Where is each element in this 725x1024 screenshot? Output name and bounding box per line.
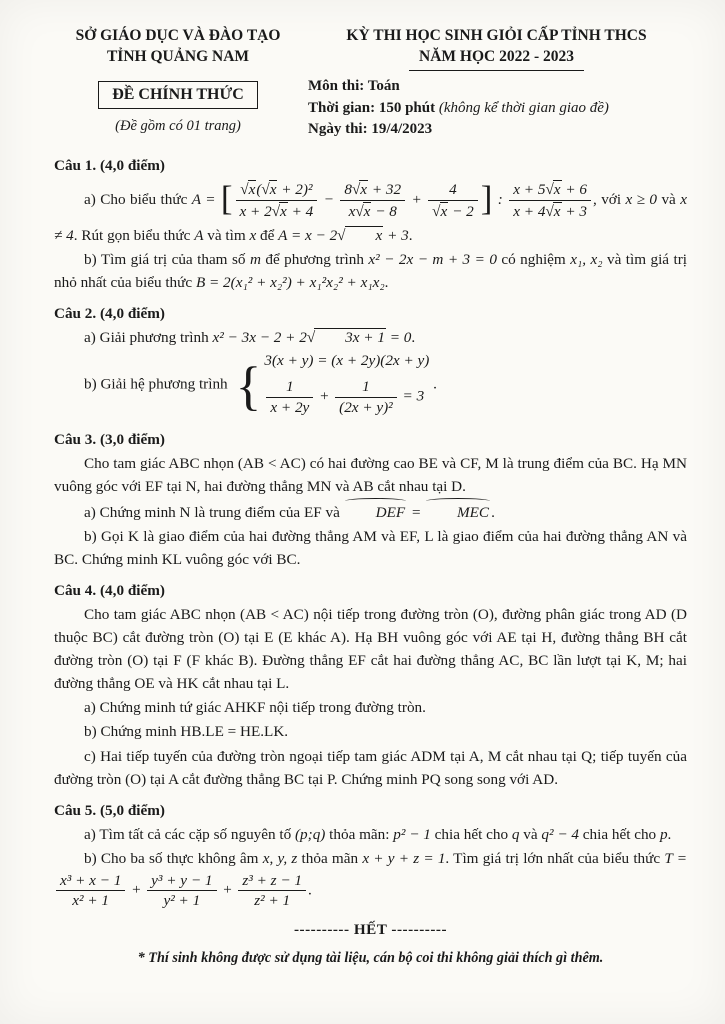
cau-1a: [54, 178, 687, 247]
text-run: p² − 1: [393, 825, 431, 843]
text-run: x: [249, 226, 257, 244]
text-run: + 3: [383, 226, 409, 244]
text-run: và: [519, 825, 542, 843]
square-root: [432, 203, 448, 220]
text-run: DEF: [375, 503, 406, 521]
big-bracket: ]: [480, 178, 493, 218]
fraction: [335, 378, 397, 416]
radicand: [359, 180, 368, 199]
fraction: [56, 872, 125, 910]
equation-system: { 3(x + y) = (x + 2y)(2x + y) $\frac{1}{x + 2y}$ + $\frac{1}{\text{(2x + y)²}}$ = 3: [235, 352, 429, 418]
exam-title-line1: KỲ THI HỌC SINH GIỎI CẤP TỈNH THCS: [346, 27, 647, 44]
text-run: z³ + z − 1: [242, 871, 302, 889]
text-run: .: [384, 273, 389, 291]
radicand: [314, 328, 386, 347]
cau-4b: [54, 720, 687, 743]
text-run: = 3: [398, 387, 425, 405]
text-run: b) Tìm giá trị của tham số: [84, 250, 250, 268]
text-run: =: [407, 503, 425, 521]
fraction-numerator: [340, 180, 405, 201]
fraction: [509, 180, 591, 221]
text-run: Câu 4. (4,0 điểm): [54, 581, 165, 599]
text-run: , với: [592, 191, 626, 209]
cau-4a: [54, 696, 687, 719]
text-run: Câu 1. (4,0 điểm): [54, 157, 165, 175]
fraction-numerator: [335, 378, 397, 397]
text-run: có nghiệm: [496, 250, 571, 268]
fraction-numerator: [56, 872, 125, 891]
text-run: thỏa mãn: [297, 849, 363, 867]
math-run: [368, 251, 497, 268]
text-run: x: [280, 203, 287, 221]
text-run: x + 2y: [270, 398, 310, 416]
square-root: [545, 181, 561, 198]
radicand: [553, 180, 562, 199]
radical-sign: √: [240, 181, 248, 199]
text-run: b) Giải hệ phương trình: [84, 375, 232, 393]
fraction-numerator: [236, 180, 318, 201]
text-run: x: [348, 203, 356, 221]
system-equation: [264, 352, 429, 370]
fraction-denominator: [147, 891, 216, 909]
text-run: +: [407, 191, 427, 209]
authority-line1: SỞ GIÁO DỤC VÀ ĐÀO TẠO: [75, 27, 281, 44]
exam-title-block: [302, 26, 687, 141]
square-root: [545, 203, 561, 220]
text-run: −: [319, 191, 339, 209]
text-run: a) Tìm tất cả các cặp số nguyên tố: [84, 825, 295, 843]
text-run: y² + 1: [163, 892, 201, 910]
cau-3-heading: [54, 428, 687, 451]
text-run: 3x + 1: [345, 329, 385, 347]
square-root: [261, 181, 277, 198]
cau-5-heading: [54, 799, 687, 822]
text-run: A: [194, 226, 204, 244]
radicand: [345, 226, 384, 245]
text-run: :: [493, 191, 508, 209]
exam-title-line2: NĂM HỌC 2022 - 2023: [409, 47, 584, 71]
text-run: và tìm: [203, 226, 250, 244]
angle-arc: [425, 500, 491, 524]
text-run: + 32: [368, 181, 402, 199]
cau-5b: [54, 847, 687, 912]
text-run: x + y + z = 1: [362, 849, 446, 867]
text-run: + 4: [287, 203, 314, 221]
square-root: [337, 227, 383, 244]
text-run: + 2)²: [277, 181, 313, 199]
cau-5a: [54, 823, 687, 846]
math-run: [344, 504, 491, 521]
fraction-numerator: [428, 181, 478, 200]
fraction-denominator: [335, 398, 397, 416]
angle-arc: [344, 500, 408, 524]
text-run: q² − 4: [541, 825, 579, 843]
text-run: chia hết cho: [430, 825, 512, 843]
fraction-numerator: [509, 180, 591, 201]
math-run: [625, 191, 657, 208]
math-run: [541, 826, 579, 843]
math-run: [393, 826, 431, 843]
fraction: [147, 872, 216, 910]
text-run: .: [491, 503, 495, 521]
system-lines: [264, 352, 429, 418]
math-run: [295, 826, 325, 843]
text-run: x₁, x₂: [570, 250, 603, 268]
text-run: a) Cho biểu thức: [84, 191, 192, 209]
text-run: p: [659, 825, 668, 843]
text-run: +: [127, 881, 146, 899]
text-run: x² − 2x − m + 3 = 0: [368, 250, 497, 268]
text-run: 1: [362, 378, 370, 396]
math-run: [278, 227, 409, 244]
text-run: x² − 3x − 2 + 2: [212, 329, 307, 347]
text-run: .: [408, 226, 413, 244]
math-run: [362, 850, 445, 867]
cau-1-heading: [54, 154, 687, 177]
math-run: [196, 274, 385, 291]
text-run: Cho tam giác ABC nhọn (AB < AC) có hai đường cao BE và CF, M là trung điểm của BC. Hạ MN vuông góc với EF tại N, hai đường thẳng MN và AB cắt nhau tại D.: [54, 455, 687, 496]
text-run: 4: [449, 181, 457, 199]
math-run: [660, 826, 668, 843]
radical-sign: √: [351, 181, 360, 199]
text-run: 8: [344, 181, 352, 199]
text-run: x, y, z: [262, 849, 298, 867]
radicand: [279, 202, 288, 221]
fraction: [236, 180, 318, 221]
math-run: [570, 251, 602, 268]
cau-4-statement: [54, 603, 687, 695]
text-run: y³ + y − 1: [151, 871, 213, 889]
text-run: (: [256, 181, 262, 199]
text-run: c) Hai tiếp tuyến của đường tròn ngoại tiếp tam giác ADM tại A, M cắt nhau tại Q; tiếp tuyến của đường tròn (O) tại A cắt đường thẳng BC tại P. Chứng minh PQ song song với AD.: [54, 747, 687, 788]
radical-sign: √: [261, 181, 269, 199]
math-run: [263, 850, 298, 867]
exam-date-line: Ngày thi: 19/4/2023: [308, 121, 433, 138]
text-run: = 0: [385, 329, 412, 347]
text-run: để: [256, 226, 279, 244]
time-line: [308, 98, 687, 120]
text-run: x: [553, 181, 561, 199]
authority-line2: TỈNH QUẢNG NAM: [106, 47, 250, 65]
text-run: . Rút gọn biểu thức: [73, 226, 195, 244]
text-run: A =: [191, 191, 220, 209]
fraction-denominator: [56, 891, 125, 909]
cau-1b: [54, 248, 687, 294]
exam-info-block: [306, 76, 687, 141]
text-run: b) Gọi K là giao điểm của hai đường thẳng AM và EF, L là giao điểm của hai đường thẳng AN và BC. Chứng minh KL vuông góc với BC.: [54, 527, 687, 568]
cau-4-heading: [54, 579, 687, 602]
text-run: x ≠ 4: [54, 191, 687, 244]
fraction: [340, 180, 405, 221]
text-run: + 3: [561, 203, 587, 221]
system-equation: [264, 376, 429, 418]
text-run: Câu 2. (4,0 điểm): [54, 304, 165, 322]
radical-sign: √: [545, 181, 553, 199]
big-bracket: [: [220, 178, 233, 218]
radicand: [553, 202, 562, 221]
end-marker: ---------- HẾT ----------: [293, 920, 448, 938]
radical-sign: √: [545, 203, 553, 221]
text-run: a) Chứng minh N là trung điểm của EF và: [84, 503, 344, 521]
official-exam-box: ĐỀ CHÍNH THỨC: [98, 81, 258, 109]
text-run: x: [363, 203, 371, 221]
cau-4c: [54, 745, 687, 791]
cau-2-heading: [54, 302, 687, 325]
text-run: và: [657, 191, 681, 209]
square-root: [272, 203, 288, 220]
text-run: T =: [664, 849, 688, 867]
text-run: 1: [286, 378, 294, 396]
text-run: .: [308, 881, 312, 899]
square-root: [355, 203, 371, 220]
cau-3-statement: [54, 452, 687, 498]
text-run: x: [375, 226, 383, 244]
text-run: − 8: [371, 203, 397, 221]
text-run: − 2: [448, 202, 474, 220]
fraction-numerator: [147, 872, 216, 891]
text-run: .: [411, 329, 416, 347]
fraction-denominator: [340, 201, 405, 221]
text-run: +: [315, 387, 334, 405]
text-run: x + 5: [513, 181, 546, 199]
fraction: [238, 872, 306, 910]
text-run: a) Chứng minh tứ giác AHKF nội tiếp trong đường tròn.: [84, 699, 426, 717]
text-run: m: [249, 250, 261, 268]
text-run: 3(x + y) = (x + 2y)(2x + y): [264, 352, 430, 370]
fraction-numerator: [238, 872, 306, 891]
text-run: a) Giải phương trình: [84, 329, 213, 347]
radical-sign: √: [355, 203, 363, 221]
text-run: MEC: [457, 503, 490, 521]
radicand: [248, 180, 257, 199]
square-root: [352, 181, 368, 198]
fraction-denominator: [236, 201, 318, 221]
text-run: B = 2(x₁² + x₂²) + x₁²x₂² + x₁x₂: [195, 273, 385, 291]
text-run: . Tìm giá trị lớn nhất của biểu thức: [445, 849, 665, 867]
text-run: để phương trình: [260, 250, 369, 268]
math-run: [231, 352, 430, 417]
radical-sign: √: [271, 203, 280, 221]
text-run: x ≥ 0: [625, 191, 658, 209]
fraction: [266, 378, 313, 416]
text-run: x + 4: [513, 203, 546, 221]
text-run: x² + 1: [72, 892, 110, 910]
text-run: x: [269, 181, 277, 199]
document-body: [54, 154, 687, 912]
page-count-note: (Đề gồm có 01 trang): [115, 117, 241, 134]
cau-3b: [54, 525, 687, 571]
text-run: (p;q): [295, 825, 326, 843]
text-run: Câu 5. (5,0 điểm): [54, 801, 165, 819]
text-run: b) Chứng minh HB.LE = HE.LK.: [84, 723, 289, 741]
text-run: + 6: [561, 181, 587, 199]
square-root: [307, 329, 386, 346]
fraction-numerator: [266, 378, 313, 397]
radical-sign: √: [306, 329, 315, 347]
candidate-instruction-note: * Thí sinh không được sử dụng tài liệu, cán bộ coi thi không giải thích gì thêm.: [137, 949, 604, 966]
text-run: chia hết cho: [578, 825, 660, 843]
cau-2a: [54, 326, 687, 349]
fraction-denominator: [428, 201, 478, 221]
radical-sign: √: [337, 226, 345, 244]
issuing-authority-block: [54, 26, 302, 135]
text-run: x: [248, 181, 256, 199]
time-duration: Thời gian: 150 phút: [308, 99, 439, 116]
document-header: [54, 26, 687, 141]
text-run: A = x − 2: [278, 226, 338, 244]
cau-3a: [54, 500, 687, 524]
text-run: x³ + x − 1: [60, 871, 122, 889]
radical-sign: √: [432, 202, 440, 220]
text-run: (2x + y)²: [339, 398, 393, 416]
math-run: [212, 329, 411, 346]
text-run: x: [553, 203, 561, 221]
text-run: x: [360, 181, 368, 199]
fraction: [428, 181, 478, 221]
text-run: x: [440, 202, 448, 220]
radicand: [440, 202, 449, 221]
text-run: Cho tam giác ABC nhọn (AB < AC) nội tiếp trong đường tròn (O), đường phân giác trong AD (D thuộc BC) cắt đường tròn (O) tại E (E khác A). Hạ BH vuông góc với AE tại H, đường thẳng BH cắt đường tròn (O) tại F (F khác B). Đường thẳng EF cắt hai đường thẳng AC, BC lần lượt tại K, M; hai đường thẳng OE và HK cắt nhau tại L.: [54, 605, 687, 693]
fraction-denominator: [238, 891, 306, 909]
text-run: và tìm giá trị nhỏ nhất của biểu thức: [54, 250, 688, 291]
math-run: [191, 178, 593, 221]
fraction-denominator: [509, 201, 591, 221]
text-run: z² + 1: [254, 892, 291, 910]
text-run: q: [511, 825, 520, 843]
fraction-denominator: [266, 398, 313, 416]
text-run: .: [667, 825, 672, 843]
subject-line: Môn thi: Toán: [308, 77, 400, 94]
text-run: Câu 3. (3,0 điểm): [54, 431, 165, 449]
text-run: x + 2: [239, 203, 272, 221]
time-note: (không kể thời gian giao đề): [438, 99, 609, 116]
square-root: [240, 181, 256, 198]
text-run: thỏa mãn:: [325, 825, 394, 843]
math-run: [250, 251, 261, 268]
cau-2b: [54, 350, 687, 420]
text-run: .: [429, 375, 437, 393]
text-run: +: [218, 881, 237, 899]
text-run: b) Cho ba số thực không âm: [84, 849, 263, 867]
